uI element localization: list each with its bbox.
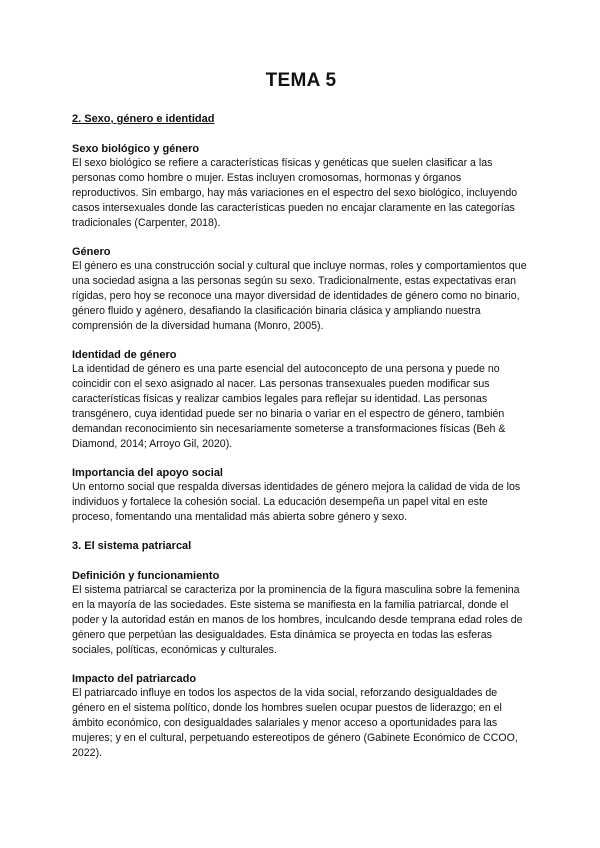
paragraph-definicion: El sistema patriarcal se caracteriza por la prominencia de la figura masculina sobre la femenina en la mayoría de las sociedades. Este sistema se manifiesta en la familia patriarcal, donde el poder y la autoridad están en manos de los hombres, inculcando desde temprana edad roles de género que perpetúan las desigualdades. Esta dinámica se proyecta en todas las esferas sociales, políticas, económicas y culturales. (72, 584, 523, 656)
paragraph-apoyo-social: Un entorno social que respalda diversas identidades de género mejora la calidad de vida de los individuos y fortalece la cohesión social. La educación desempeña un papel vital en este proceso, fomentando una mentalidad más abierta sobre género y sexo. (72, 481, 521, 523)
block-genero (72, 245, 530, 334)
subheading-definicion: Definición y funcionamiento (72, 570, 220, 582)
subheading-genero: Género (72, 246, 111, 258)
paragraph-impacto: El patriarcado influye en todos los aspectos de la vida social, reforzando desigualdades de género en el sistema político, donde los hombres suelen ocupar puestos de liderazgo; en el ámbito económico, con desigualdades salariales y menor acceso a oportunidades para las mujeres; y en el cultural, perpetuando estereotipos de género (Gabinete Económico de CCOO, 2022). (72, 687, 518, 759)
block-definicion (72, 569, 530, 658)
paragraph-sexo-biologico: El sexo biológico se refiere a características físicas y genéticas que suelen clasificar a las personas como hombre o mujer. Estas incluyen cromosomas, hormonas y órganos reproductivos. Sin embargo, hay más variaciones en el espectro del sexo biológico, incluyendo casos intersexuales donde las características pueden no encajar claramente en las categorías tradicionales (Carpenter, 2018). (72, 157, 518, 229)
paragraph-genero: El género es una construcción social y cultural que incluye normas, roles y comportamientos que una sociedad asigna a las personas según su sexo. Tradicionalmente, estas expectativas eran rígidas, pero hoy se reconoce una mayor diversidad de identidades de género como no binario, género fluido y agénero, desafiando la clasificación binaria clásica y ampliando nuestra comprensión de la diversidad humana (Monro, 2005). (72, 260, 527, 332)
block-impacto (72, 672, 530, 761)
document-title: TEMA 5 (265, 70, 337, 91)
subheading-sexo-biologico: Sexo biológico y género (72, 143, 200, 155)
section-heading-sistema-patriarcal: 3. El sistema patriarcal (72, 540, 192, 552)
subheading-apoyo-social: Importancia del apoyo social (72, 467, 223, 479)
document-page (72, 70, 530, 775)
section-heading-sexo-genero: 2. Sexo, género e identidad (72, 113, 215, 125)
block-identidad-genero (72, 348, 530, 452)
subheading-impacto: Impacto del patriarcado (72, 673, 197, 685)
block-apoyo-social (72, 466, 530, 525)
block-sexo-biologico (72, 142, 530, 231)
paragraph-identidad-genero: La identidad de género es una parte esencial del autoconcepto de una persona y puede no coincidir con el sexo asignado al nacer. Las personas transexuales pueden modificar sus características físicas y realizar cambios legales para reflejar su identidad. Las personas transgénero, cuya identidad puede ser no binaria o variar en el espectro de género, también demandan reconocimiento sin necesariamente someterse a transformaciones físicas (Beh & Diamond, 2014; Arroyo Gil, 2020). (72, 363, 506, 450)
subheading-identidad-genero: Identidad de género (72, 349, 177, 361)
